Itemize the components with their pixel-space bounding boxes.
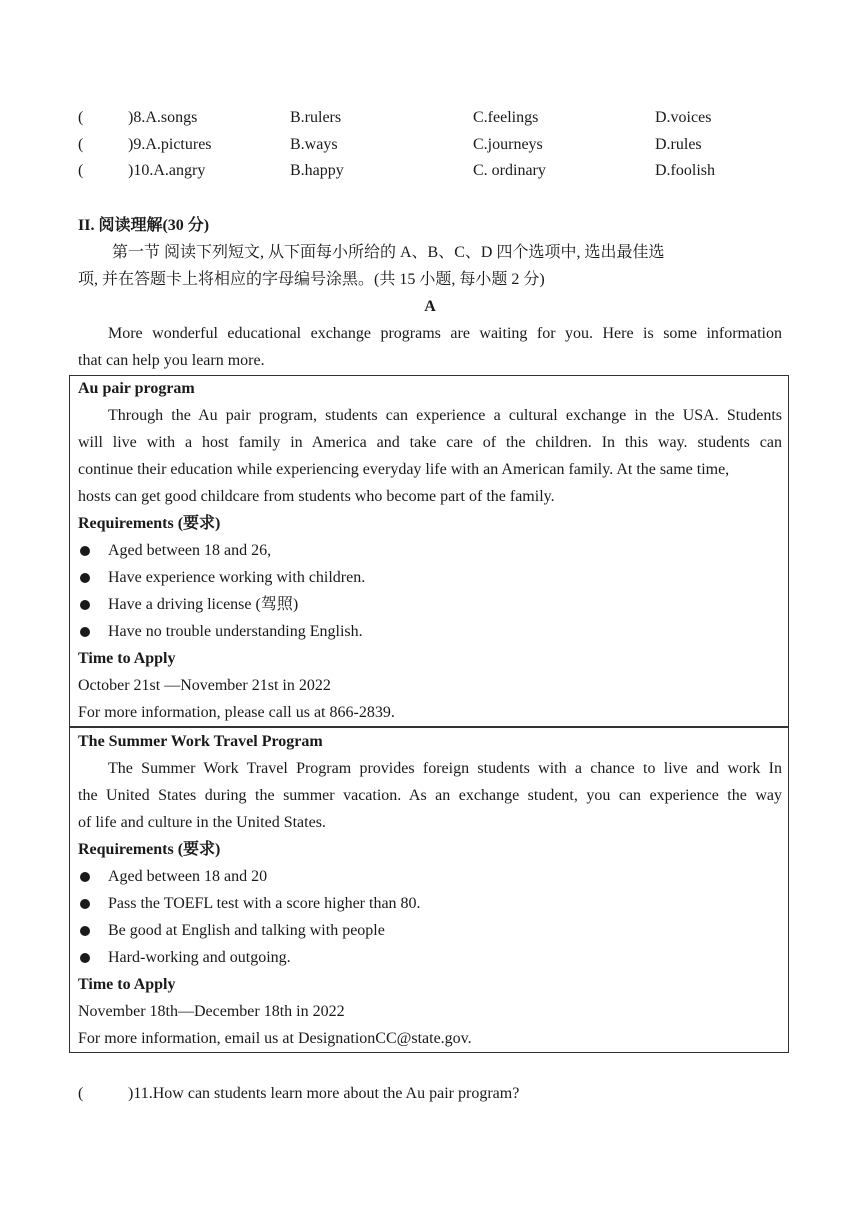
bullet-icon [80, 953, 90, 963]
program2-text-line: of life and culture in the United States. [78, 814, 326, 831]
bullet-icon [80, 899, 90, 909]
answer-bracket: ( [78, 162, 84, 179]
option-row-10 [78, 157, 778, 184]
requirement-text: Aged between 18 and 26, [108, 542, 272, 559]
program2-text-line: The Summer Work Travel Program provides foreign students with a chance to live and work In [108, 760, 782, 777]
bullet-icon [80, 926, 90, 936]
program1-requirements-title: Requirements (要求) [78, 515, 221, 532]
option-c: C.journeys [473, 136, 543, 153]
intro-line-2: that can help you learn more. [78, 352, 265, 369]
option-c: C. ordinary [473, 162, 546, 179]
option-d: D.foolish [655, 162, 715, 179]
option-c: C.feelings [473, 109, 539, 126]
bullet-icon [80, 546, 90, 556]
question-text: )11.How can students learn more about the Au pair program? [128, 1085, 520, 1102]
option-d: D.voices [655, 109, 712, 126]
program1-contact: For more information, please call us at 866-2839. [78, 704, 395, 721]
program2-time: November 18th—December 18th in 2022 [78, 1003, 345, 1020]
program2-title: The Summer Work Travel Program [78, 733, 323, 750]
intro-line-1: More wonderful educational exchange programs are waiting for you. Here is some information [108, 325, 782, 342]
instructions-line-1: 第一节 阅读下列短文, 从下面每小所给的 A、B、C、D 四个选项中, 选出最佳选 [112, 244, 665, 261]
program1-time: October 21st —November 21st in 2022 [78, 677, 331, 694]
program1-title: Au pair program [78, 380, 195, 397]
program1-text-line: Through the Au pair program, students can experience a cultural exchange in the USA. Students [108, 407, 782, 424]
requirement-text: Have experience working with children. [108, 569, 366, 586]
program1-time-title: Time to Apply [78, 650, 176, 667]
answer-bracket: ( [78, 136, 84, 153]
option-b: B.happy [290, 162, 344, 179]
bullet-icon [80, 573, 90, 583]
program2-requirements-title: Requirements (要求) [78, 841, 221, 858]
program2-text-line: the United States during the summer vacation. As an exchange student, you can experience the way [78, 787, 782, 804]
requirement-text: Hard-working and outgoing. [108, 949, 291, 966]
program2-contact: For more information, email us at DesignationCC@state.gov. [78, 1030, 472, 1047]
option-d: D.rules [655, 136, 702, 153]
instructions-line-2: 项, 并在答题卡上将相应的字母编号涂黑。(共 15 小题, 每小题 2 分) [78, 271, 545, 288]
requirement-text: Pass the TOEFL test with a score higher than 80. [108, 895, 421, 912]
requirement-text: Aged between 18 and 20 [108, 868, 268, 885]
bullet-icon [80, 627, 90, 637]
answer-bracket: ( [78, 1085, 84, 1102]
option-b: B.ways [290, 136, 338, 153]
passage-title: A [424, 298, 436, 315]
program2-time-title: Time to Apply [78, 976, 176, 993]
program1-text-line: will live with a host family in America and take care of the children. In this way. students can [78, 434, 782, 451]
requirement-text: Have no trouble understanding English. [108, 623, 363, 640]
requirement-text: Have a driving license (驾照) [108, 596, 299, 613]
option-row-9 [78, 131, 778, 158]
option-a: )10.A.angry [128, 162, 206, 179]
option-a: )8.A.songs [128, 109, 198, 126]
option-a: )9.A.pictures [128, 136, 212, 153]
answer-bracket: ( [78, 109, 84, 126]
option-b: B.rulers [290, 109, 342, 126]
question-11 [78, 1080, 778, 1107]
requirement-text: Be good at English and talking with people [108, 922, 385, 939]
bullet-icon [80, 872, 90, 882]
program1-text-line: continue their education while experiencing everyday life with an American family. At the same time, [78, 461, 730, 478]
section-heading: II. 阅读理解(30 分) [78, 217, 210, 234]
program1-text-line: hosts can get good childcare from students who become part of the family. [78, 488, 555, 505]
bullet-icon [80, 600, 90, 610]
option-row-8 [78, 104, 778, 131]
